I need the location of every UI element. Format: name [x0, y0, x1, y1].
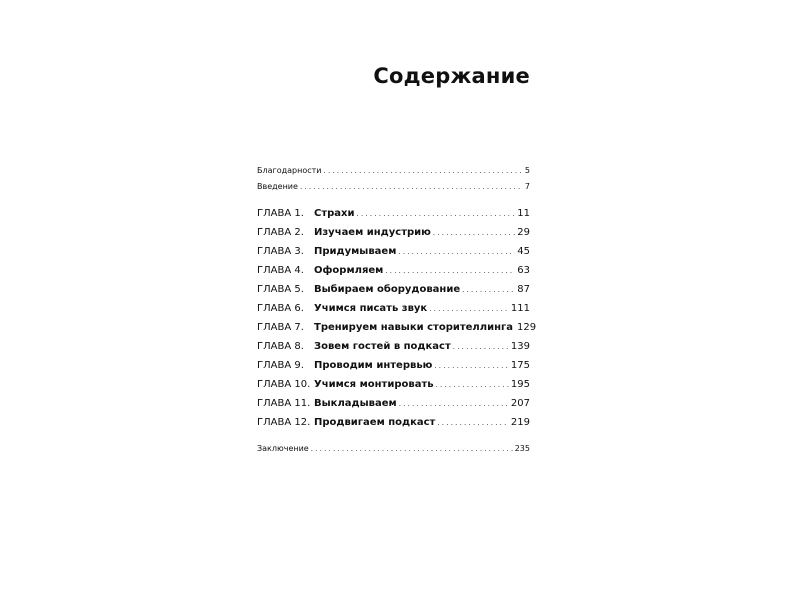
toc-chapter-9[interactable] — [257, 360, 530, 371]
toc-chapter-12[interactable] — [257, 417, 530, 428]
chapter-page: 195 — [510, 379, 530, 390]
toc-chapter-2[interactable] — [257, 227, 530, 238]
toc-entry-page: 5 — [524, 166, 530, 175]
chapter-page: 63 — [517, 265, 530, 276]
toc-chapter-1[interactable] — [257, 208, 530, 219]
chapter-title: Продвигаем подкаст — [314, 417, 436, 428]
chapter-number: ГЛАВА 3. — [257, 246, 304, 257]
chapter-title: Выбираем оборудование — [314, 284, 461, 295]
chapter-page: 11 — [517, 208, 530, 219]
toc-entry-page: 235 — [514, 444, 530, 453]
toc-chapter-7[interactable] — [257, 322, 537, 333]
chapter-number: ГЛАВА 1. — [257, 208, 304, 219]
chapter-title: Выкладываем — [314, 398, 397, 409]
chapter-title: Изучаем индустрию — [314, 227, 431, 238]
chapter-number: ГЛАВА 4. — [257, 265, 304, 276]
toc-chapter-3[interactable] — [257, 246, 530, 257]
chapter-page: 45 — [517, 246, 530, 257]
chapter-number: ГЛАВА 9. — [257, 360, 304, 371]
dot-leader — [324, 166, 523, 175]
chapter-page: 207 — [510, 398, 530, 409]
chapter-page: 29 — [517, 227, 530, 238]
chapter-number: ГЛАВА 7. — [257, 322, 304, 333]
toc-entry-label: Благодарности — [257, 166, 322, 175]
dot-leader — [300, 182, 523, 191]
toc-chapter-6[interactable] — [257, 303, 530, 314]
chapter-number: ГЛАВА 10. — [257, 379, 311, 390]
dot-leader — [436, 379, 509, 390]
chapter-number: ГЛАВА 5. — [257, 284, 304, 295]
chapter-page: 111 — [510, 303, 530, 314]
toc-chapter-10[interactable] — [257, 379, 530, 390]
toc-entry-label: Заключение — [257, 444, 309, 453]
chapter-title: Страхи — [314, 208, 355, 219]
dot-leader — [433, 227, 515, 238]
chapter-number: ГЛАВА 11. — [257, 398, 311, 409]
toc-entry-label: Введение — [257, 182, 298, 191]
toc-entry-page: 7 — [524, 182, 530, 191]
toc-chapter-11[interactable] — [257, 398, 530, 409]
page-title: Содержание — [373, 64, 530, 88]
chapter-page: 139 — [510, 341, 530, 352]
dot-leader — [434, 360, 509, 371]
dot-leader — [462, 284, 515, 295]
chapter-title: Оформляем — [314, 265, 384, 276]
chapter-title: Учимся писать звук — [314, 303, 428, 314]
dot-leader — [429, 303, 509, 314]
toc-entry-introduction[interactable] — [257, 182, 530, 191]
dot-leader — [399, 398, 509, 409]
toc-chapter-8[interactable] — [257, 341, 530, 352]
chapter-number: ГЛАВА 8. — [257, 341, 304, 352]
chapter-page: 175 — [510, 360, 530, 371]
dot-leader — [398, 246, 515, 257]
dot-leader — [357, 208, 516, 219]
toc-chapter-5[interactable] — [257, 284, 530, 295]
chapter-page: 87 — [517, 284, 530, 295]
dot-leader — [311, 444, 513, 453]
chapter-number: ГЛАВА 6. — [257, 303, 304, 314]
chapter-number: ГЛАВА 2. — [257, 227, 304, 238]
chapter-number: ГЛАВА 12. — [257, 417, 311, 428]
chapter-title: Зовем гостей в подкаст — [314, 341, 451, 352]
chapter-title: Проводим интервью — [314, 360, 433, 371]
toc-entry-conclusion[interactable] — [257, 444, 530, 453]
chapter-page: 219 — [510, 417, 530, 428]
toc-chapter-4[interactable] — [257, 265, 530, 276]
dot-leader — [437, 417, 509, 428]
chapter-title: Тренируем навыки сторителлинга — [314, 322, 513, 333]
chapter-page: 129 — [516, 322, 537, 333]
dot-leader — [453, 341, 509, 352]
toc-entry-acknowledgements[interactable] — [257, 166, 530, 175]
chapter-title: Придумываем — [314, 246, 397, 257]
chapter-title: Учимся монтировать — [314, 379, 434, 390]
dot-leader — [385, 265, 515, 276]
